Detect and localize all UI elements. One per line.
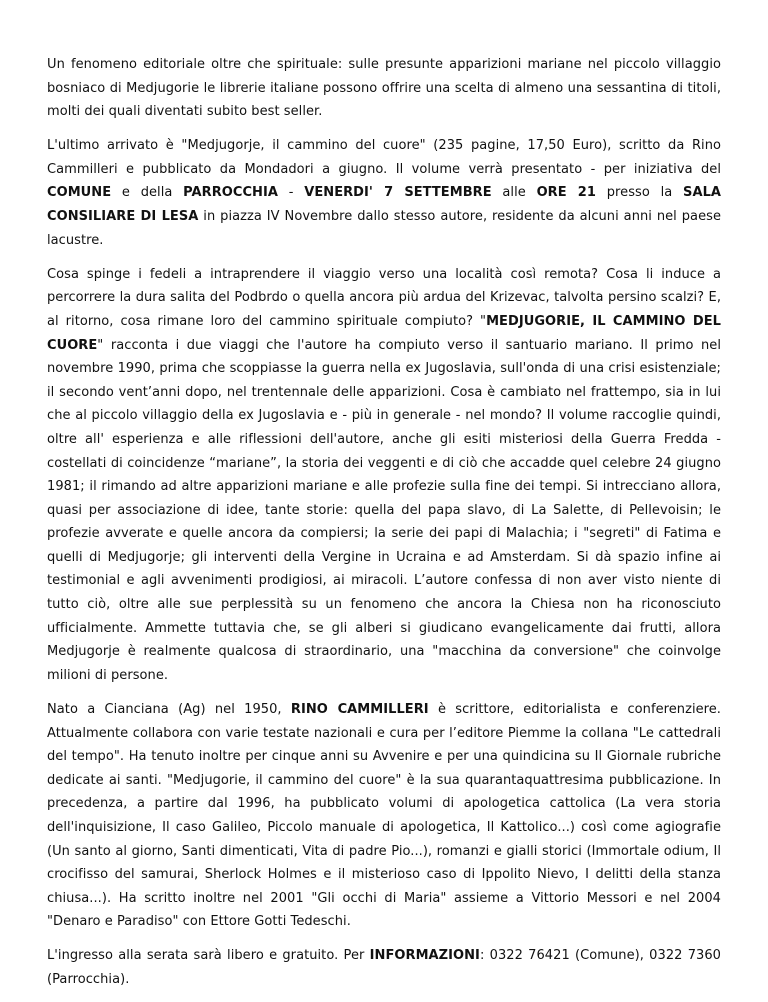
info-paragraph: [47, 944, 721, 991]
bold-time: ORE 21: [536, 185, 596, 201]
author-bio-paragraph: [47, 698, 721, 934]
bold-book-title: MEDJUGORIE, IL CAMMINO DEL CUORE: [47, 313, 721, 353]
text-segment: Nato a Cianciana (Ag) nel 1950,: [47, 701, 291, 717]
bold-comune: COMUNE: [47, 185, 112, 201]
book-description-paragraph: [47, 263, 721, 688]
event-paragraph: [47, 134, 721, 252]
text-segment: è scrittore, editorialista e conferenziere. Attualmente collabora con varie testate nazionali e cura per l’editore Piemme la collana "Le cattedrali del tempo". Ha tenuto inoltre per cinque anni su Avvenire e per una quindicina su Il Giornale rubriche dedicate ai santi. "Medjugorie, il cammino del cuore" è la sua quarantaquattresima pubblicazione. In precedenza, a partire dal 1996, ha pubblicato volumi di apologetica cattolica (La vera storia dell'inquisizione, Il caso Galileo, Piccolo manuale di apologetica, Il Kattolico...) così come agiografie (Un santo al giorno, Santi dimenticati, Vita di padre Pio...), romanzi e gialli storici (Immortale odium, Il crocifisso del samurai, Sherlock Holmes e il misterioso caso di Ippolito Nievo, I delitti della stanza chiusa...). Ha scritto inoltre nel 2001 "Gli occhi di Maria" assieme a Vittorio Messori e nel 2004 "Denaro e Paradiso" con Ettore Gotti Tedeschi.: [47, 701, 721, 930]
bold-parrocchia: PARROCCHIA: [183, 185, 278, 201]
text-segment: in piazza IV Novembre dallo stesso autore, residente da alcuni anni nel paese lacustre.: [47, 209, 721, 248]
text-segment: L'ingresso alla serata sarà libero e gratuito. Per: [47, 948, 370, 964]
bold-venue: SALA CONSILIARE DI LESA: [47, 185, 722, 225]
text-segment: Cosa spinge i fedeli a intraprendere il viaggio verso una località così remota? Cosa li induce a percorrere la dura salita del Podbrdo o quella ancora più ardua del Krizevac, talvolta persino scalzi? E, al ritorno, cosa rimane loro del cammino spirituale compiuto? ": [47, 266, 721, 329]
text-segment: presso la: [596, 185, 684, 201]
text-segment: Un fenomeno editoriale oltre che spirituale: sulle presunte apparizioni mariane nel piccolo villaggio bosniaco di Medjugorie le librerie italiane possono offrire una scelta di almeno una sessantina di titoli, molti dei quali diventati subito best seller.: [47, 57, 721, 120]
text-segment: " racconta i due viaggi che l'autore ha compiuto verso il santuario mariano. Il primo nel novembre 1990, prima che scoppiasse la guerra nella ex Jugoslavia, sull'onda di una crisi esistenziale; il secondo vent’anni dopo, nel trentennale delle apparizioni. Cosa è cambiato nel frattempo, sia in lui che al piccolo villaggio della ex Jugoslavia e - più in generale - nel mondo? Il volume raccoglie quindi, oltre all' esperienza e alle riflessioni dell'autore, anche gli esiti misteriosi della Guerra Fredda - costellati di coincidenze “mariane”, la storia dei veggenti e di ciò che accadde quel celebre 24 giugno 1981; il rimando ad altre apparizioni mariane e alle profezie sulla fine dei tempi. Si intrecciano allora, quasi per associazione di idee, tante storie: quella del papa slavo, di La Salette, di Pellevoisin; le profezie avverate e quelle ancora da compiersi; la serie dei papi di Malachia; i "segreti" di Fatima e quelli di Medjugorje; gli interventi della Vergine in Ucraina e ad Amsterdam. Si dà spazio infine ai testimonial e agli avvenimenti prodigiosi, ai miracoli. L’autore confessa di non aver visto niente di tutto ciò, oltre alle sue perplessità su un fenomeno che ancora la Chiesa non ha riconosciuto ufficialmente. Ammette tuttavia che, se gli alberi si giudicano evangelicamente dai frutti, allora Medjugorje è realmente qualcosa di straordinario, una "macchina da conversione" che coinvolge milioni di persone.: [47, 337, 721, 683]
text-segment: L'ultimo arrivato è "Medjugorje, il cammino del cuore" (235 pagine, 17,50 Euro), scritto da Rino Cammilleri e pubblicato da Mondadori a giugno. Il volume verrà presentato - per iniziativa del: [47, 138, 721, 177]
document-page: [47, 53, 721, 1002]
intro-paragraph: [47, 53, 721, 124]
text-segment: : 0322 76421 (Comune), 0322 7360 (Parrocchia).: [47, 948, 721, 987]
text-segment: alle: [491, 185, 537, 201]
bold-date: VENERDI' 7 SETTEMBRE: [304, 185, 492, 201]
text-segment: e della: [111, 185, 184, 201]
bold-info-label: INFORMAZIONI: [369, 948, 480, 964]
text-segment: -: [277, 185, 305, 201]
bold-author-name: RINO CAMMILLERI: [290, 701, 429, 717]
